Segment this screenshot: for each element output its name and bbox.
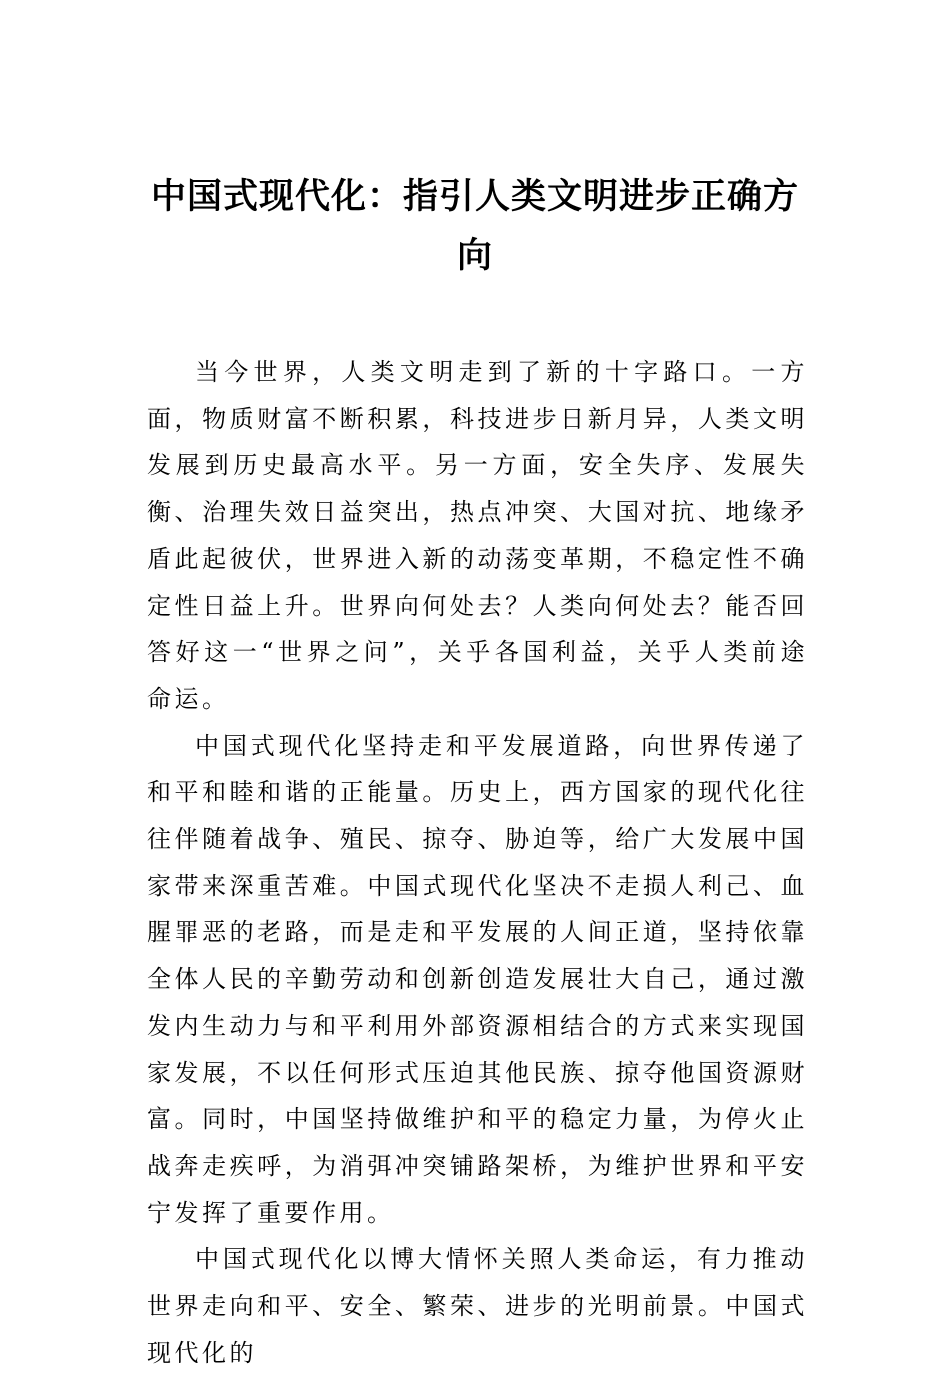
document-title: 中国式现代化：指引人类文明进步正确方向 — [150, 176, 799, 276]
document-body — [147, 349, 808, 1376]
paragraph-1: 当今世界，人类文明走到了新的十字路口。一方面，物质财富不断积累，科技进步日新月异，人类文明发展到历史最高水平。另一方面，安全失序、发展失衡、治理失效日益突出，热点冲突、大国对抗、地缘矛盾此起彼伏，世界进入新的动荡变革期，不稳定性不确定性日益上升。世界向何处去？人类向何处去？能否回答好这一“世界之问”，关乎各国利益，关乎人类前途命运。 — [147, 358, 808, 713]
paragraph-3: 中国式现代化以博大情怀关照人类命运，有力推动世界走向和平、安全、繁荣、进步的光明前景。中国式现代化的 — [147, 1245, 808, 1367]
paragraph-2: 中国式现代化坚持走和平发展道路，向世界传递了和平和睦和谐的正能量。历史上，西方国家的现代化往往伴随着战争、殖民、掠夺、胁迫等，给广大发展中国家带来深重苦难。中国式现代化坚决不走损人利己、血腥罪恶的老路，而是走和平发展的人间正道，坚持依靠全体人民的辛勤劳动和创新创造发展壮大自己，通过激发内生动力与和平利用外部资源相结合的方式来实现国家发展，不以任何形式压迫其他民族、掠夺他国资源财富。同时，中国坚持做维护和平的稳定力量，为停火止战奔走疾呼，为消弭冲突铺路架桥，为维护世界和平安宁发挥了重要作用。 — [147, 731, 808, 1227]
